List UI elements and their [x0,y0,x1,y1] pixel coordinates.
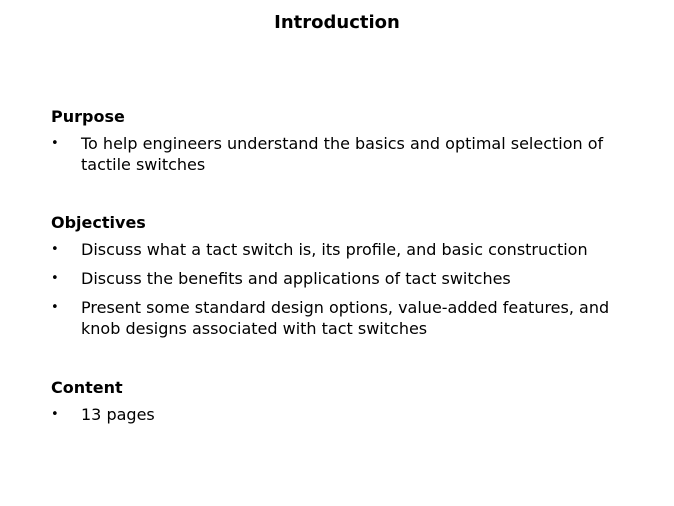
bullet-item [51,239,641,260]
objectives-heading: Objectives [51,213,146,232]
purpose-bullet-list [51,133,651,175]
slide-title: Introduction [274,12,400,33]
objectives-bullet-list [51,239,651,339]
bullet-icon: • [51,136,59,151]
purpose-heading: Purpose [51,107,125,126]
bullet-text: Discuss what a tact switch is, its profile, and basic construction [81,240,588,259]
bullet-text: To help engineers understand the basics and optimal selection of tactile switches [81,134,604,174]
bullet-item [51,404,641,425]
content-bullet-list [51,404,651,425]
bullet-icon: • [51,271,59,286]
objectives-section [51,213,651,347]
bullet-text: Present some standard design options, value-added features, and knob designs associated with tact switches [81,298,610,338]
bullet-item [51,133,641,175]
content-section [51,378,651,433]
bullet-item [51,268,641,289]
bullet-icon: • [51,407,59,422]
content-heading: Content [51,378,123,397]
bullet-icon: • [51,242,59,257]
purpose-section [51,107,651,183]
bullet-text: Discuss the benefits and applications of tact switches [81,269,511,288]
bullet-item [51,297,641,339]
bullet-text: 13 pages [81,405,155,424]
bullet-icon: • [51,300,59,315]
